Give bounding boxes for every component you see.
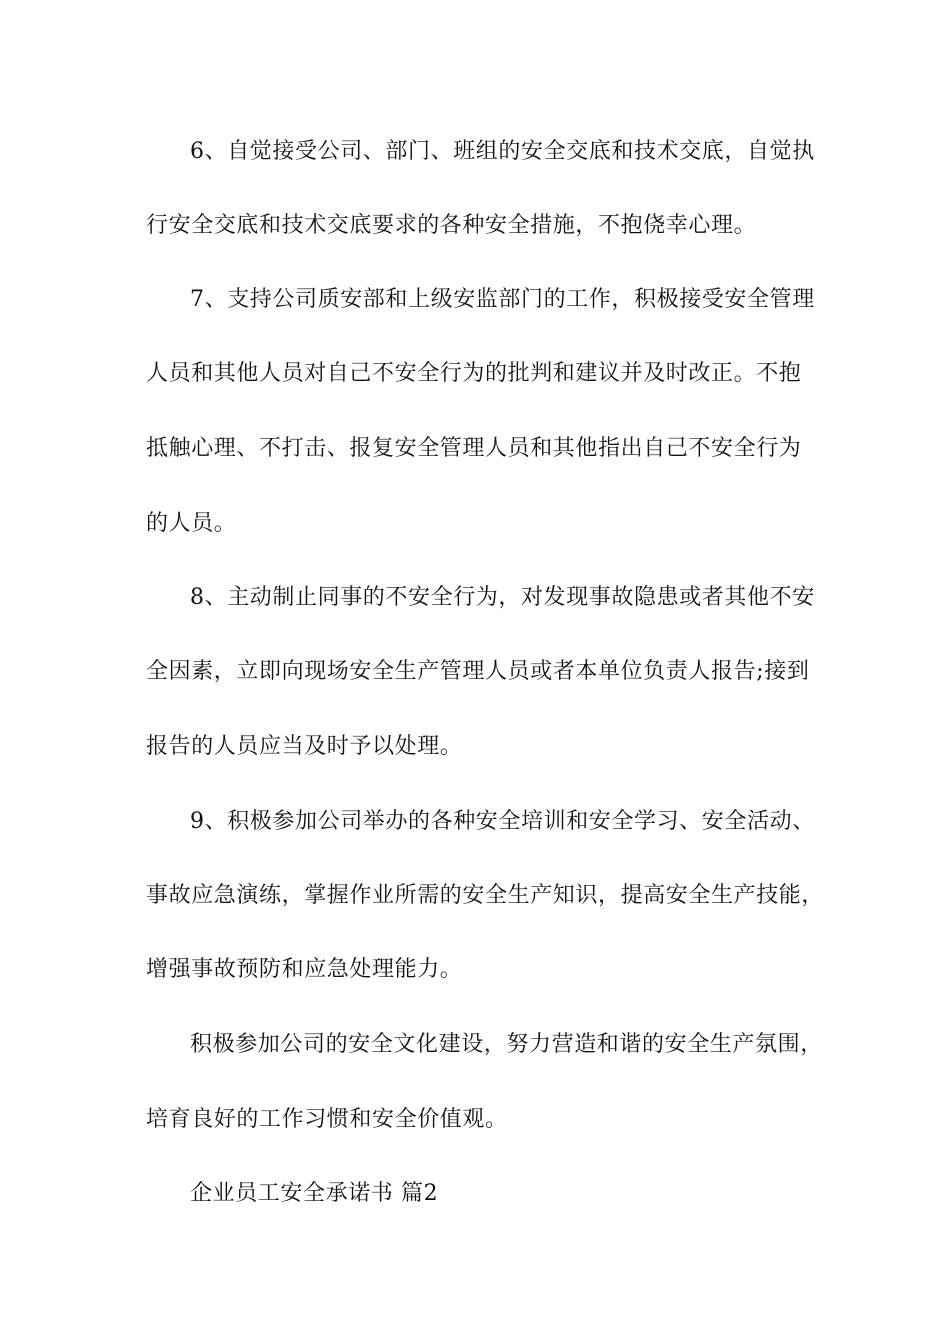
paragraph-8-line-3: 报告的人员应当及时予以处理。 [146,734,463,759]
paragraph-9-line-3: 增强事故预防和应急处理能力。 [146,957,463,982]
paragraph-7-line-3: 抵触心理、不打击、报复安全管理人员和其他指出自己不安全行为 [146,436,802,461]
paragraph-8-line-2: 全因素，立即向现场安全生产管理人员或者本单位负责人报告;接到 [146,659,810,684]
paragraph-8-line-1: 8、主动制止同事的不安全行为，对发现事故隐患或者其他不安 [190,585,815,610]
paragraph-7-line-1: 7、支持公司质安部和上级安监部门的工作，积极接受安全管理 [190,287,815,312]
paragraph-6-line-2: 行安全交底和技术交底要求的各种安全措施，不抱侥幸心理。 [146,213,757,238]
paragraph-9-line-1: 9、积极参加公司举办的各种安全培训和安全学习、安全活动、 [190,809,815,834]
paragraph-9-line-2: 事故应急演练，掌握作业所需的安全生产知识，提高安全生产技能， [146,883,825,908]
paragraph-culture-line-1: 积极参加公司的安全文化建设，努力营造和谐的安全生产氛围， [190,1032,823,1057]
paragraph-7-line-4: 的人员。 [146,511,237,536]
paragraph-6-line-1: 6、自觉接受公司、部门、班组的安全交底和技术交底，自觉执 [190,139,815,164]
section-heading: 企业员工安全承诺书 篇2 [190,1181,439,1206]
paragraph-7-line-2: 人员和其他人员对自己不安全行为的批判和建议并及时改正。不抱 [146,361,802,386]
paragraph-culture-line-2: 培育良好的工作习惯和安全价值观。 [146,1107,508,1132]
